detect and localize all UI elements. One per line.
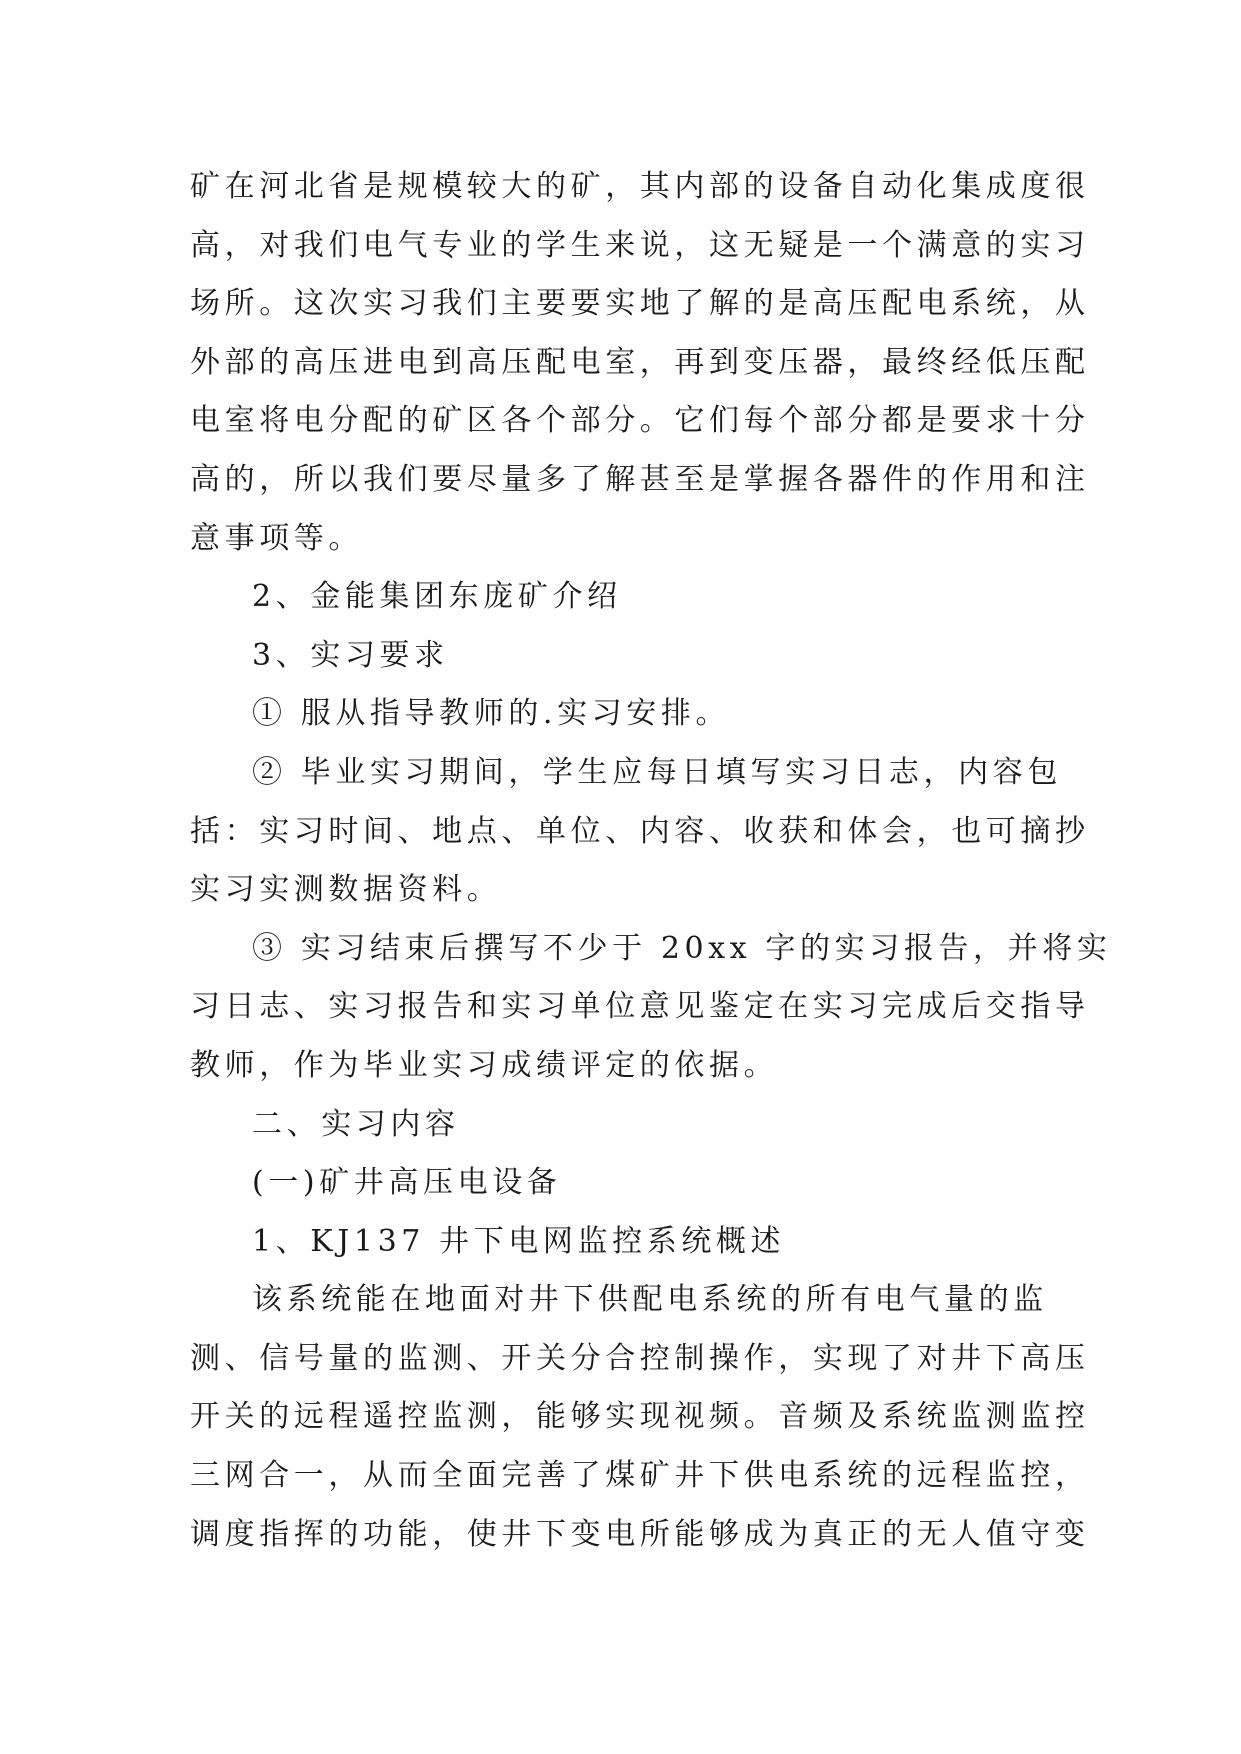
text-line: 意事项等。 <box>190 520 363 556</box>
text-line: 习日志、实习报告和实习单位意见鉴定在实习完成后交指导 <box>190 989 1090 1025</box>
paragraph-start: 该系统能在地面对井下供配电系统的所有电气量的监 <box>252 1282 1048 1318</box>
subsection-heading: (一)矿井高压电设备 <box>252 1165 562 1201</box>
section-heading: 3、实习要求 <box>252 637 449 673</box>
text-line: 场所。这次实习我们主要要实地了解的是高压配电系统，从 <box>190 286 1090 322</box>
text-line: 三网合一，从而全面完善了煤矿井下供电系统的远程监控， <box>190 1458 1090 1494</box>
text-line: 调度指挥的功能，使井下变电所能够成为真正的无人值守变 <box>190 1516 1090 1552</box>
list-item: ① 服从指导教师的.实习安排。 <box>252 696 731 732</box>
text-line: 高的，所以我们要尽量多了解甚至是掌握各器件的作用和注 <box>190 461 1090 497</box>
section-heading: 二、实习内容 <box>252 1106 460 1142</box>
text-line: 外部的高压进电到高压配电室，再到变压器，最终经低压配 <box>190 344 1090 380</box>
text-line: 高，对我们电气专业的学生来说，这无疑是一个满意的实习 <box>190 227 1090 263</box>
text-line: 教师，作为毕业实习成绩评定的依据。 <box>190 1047 779 1083</box>
list-item: ② 毕业实习期间，学生应每日填写实习日志，内容包 <box>252 754 1062 790</box>
text-line: 实习实测数据资料。 <box>190 872 502 908</box>
body-text <box>190 158 1112 1564</box>
text-line: 矿在河北省是规模较大的矿，其内部的设备自动化集成度很 <box>190 169 1090 204</box>
list-item: ③ 实习结束后撰写不少于 20xx 字的实习报告，并将实 <box>252 930 1112 966</box>
text-line: 括：实习时间、地点、单位、内容、收获和体会，也可摘抄 <box>190 813 1090 849</box>
section-heading: 2、金能集团东庞矿介绍 <box>252 579 622 615</box>
text-line: 测、信号量的监测、开关分合控制操作，实现了对井下高压 <box>190 1340 1090 1376</box>
text-line: 开关的远程遥控监测，能够实现视频。音频及系统监测监控 <box>190 1399 1090 1435</box>
text-line: 电室将电分配的矿区各个部分。它们每个部分都是要求十分 <box>190 403 1090 439</box>
subsection-heading: 1、KJ137 井下电网监控系统概述 <box>252 1223 786 1259</box>
